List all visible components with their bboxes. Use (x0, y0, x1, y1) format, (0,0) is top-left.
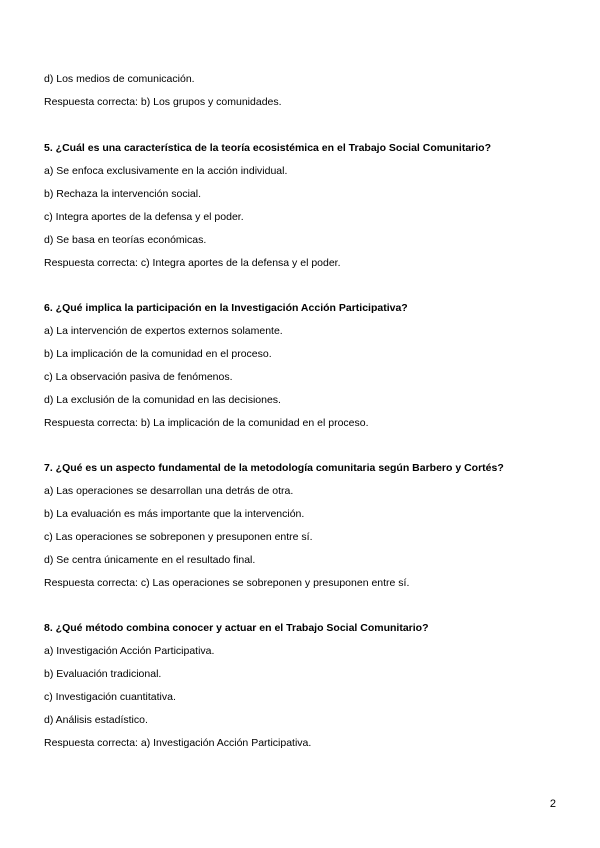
question-5-answer: Respuesta correcta: c) Integra aportes de la defensa y el poder. (44, 257, 341, 269)
question-8-option-c: c) Investigación cuantitativa. (44, 691, 176, 703)
question-8-answer: Respuesta correcta: a) Investigación Acción Participativa. (44, 737, 312, 749)
question-6-option-a: a) La intervención de expertos externos solamente. (44, 325, 283, 337)
question-7-option-b: b) La evaluación es más importante que la intervención. (44, 508, 305, 520)
answer-text: Respuesta correcta: b) Los grupos y comunidades. (44, 96, 282, 108)
question-7-option-a: a) Las operaciones se desarrollan una detrás de otra. (44, 485, 294, 497)
question-6-option-b: b) La implicación de la comunidad en el proceso. (44, 348, 272, 360)
question-6-answer: Respuesta correcta: b) La implicación de la comunidad en el proceso. (44, 417, 369, 429)
question-6-option-d: d) La exclusión de la comunidad en las decisiones. (44, 394, 281, 406)
question-7-option-d: d) Se centra únicamente en el resultado final. (44, 554, 256, 566)
question-7-title: 7. ¿Qué es un aspecto fundamental de la metodología comunitaria según Barbero y Cortés? (44, 462, 504, 474)
question-8-option-b: b) Evaluación tradicional. (44, 668, 162, 680)
option-d: d) Los medios de comunicación. (44, 73, 195, 85)
question-5-option-a: a) Se enfoca exclusivamente en la acción individual. (44, 165, 288, 177)
question-8-option-d: d) Análisis estadístico. (44, 714, 148, 726)
question-8-title: 8. ¿Qué método combina conocer y actuar en el Trabajo Social Comunitario? (44, 622, 429, 634)
question-5-option-b: b) Rechaza la intervención social. (44, 188, 201, 200)
question-5-title: 5. ¿Cuál es una característica de la teoría ecosistémica en el Trabajo Social Comunitario? (44, 142, 492, 154)
question-7-answer: Respuesta correcta: c) Las operaciones se sobreponen y presuponen entre sí. (44, 577, 410, 589)
question-8-option-a: a) Investigación Acción Participativa. (44, 645, 215, 657)
question-6-option-c: c) La observación pasiva de fenómenos. (44, 371, 233, 383)
question-6-title: 6. ¿Qué implica la participación en la Investigación Acción Participativa? (44, 302, 408, 314)
question-7-option-c: c) Las operaciones se sobreponen y presuponen entre sí. (44, 531, 313, 543)
question-5-option-d: d) Se basa en teorías económicas. (44, 234, 207, 246)
page-number: 2 (549, 798, 556, 810)
question-5-option-c: c) Integra aportes de la defensa y el poder. (44, 211, 244, 223)
